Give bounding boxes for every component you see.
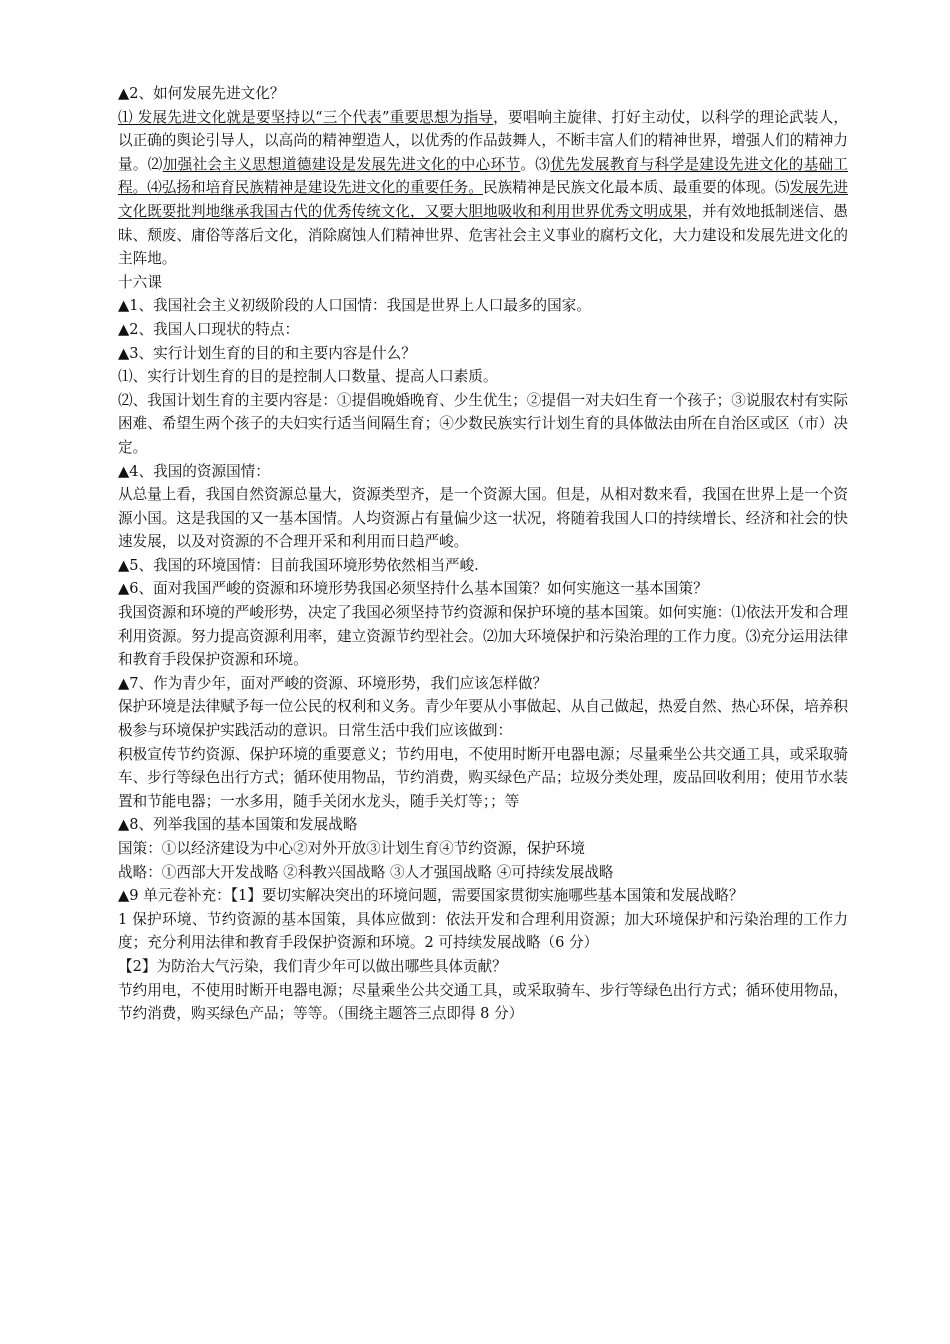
- answer-4: 从总量上看，我国自然资源总量大，资源类型齐，是一个资源大国。但是，从相对数来看，我国在世界上是一个资源小国。这是我国的又一基本国情。人均资源占有量偏少这一状况，将随着我国人口的持续增长、经济和社会的快速发展，以及对资源的不合理开采和利用而日趋严峻。: [118, 486, 848, 551]
- underlined-text: 发展先进文化既要批判地继承我国古代的优秀传统文化，又要大胆地吸收和利用世界优秀文明成果: [118, 179, 848, 220]
- question-9-2: 【2】为防治大气污染，我们青少年可以做出哪些具体贡献？: [118, 957, 507, 975]
- answer-8-1: 国策：①以经济建设为中心②对外开放③计划生育④节约资源，保护环境: [118, 840, 586, 857]
- question-4: ▲4、我国的资源国情：: [118, 462, 270, 480]
- question-7: ▲7、作为青少年，面对严峻的资源、环境形势，我们应该怎样做？: [118, 674, 548, 692]
- answer-7-2: 积极宣传节约资源、保护环境的重要意义；节约用电，不使用时断开电器电源；尽量乘坐公共交通工具，或采取骑车、步行等绿色出行方式；循环使用物品，节约消费，购买绿色产品；垃圾分类处理，废品回收利用；使用节水装置和节能电器；一水多用，随手关闭水龙头，随手关灯等；；等: [118, 745, 848, 810]
- underlined-text: 优先发展教育与科学是建设先进文化的基础工程。⑷弘扬和培育民族精神是建设先进文化的重要任务。: [118, 155, 848, 197]
- underlined-text: 加强社会主义思想道德建设是发展先进文化的中心环节: [162, 155, 521, 173]
- answer-9-1: 1 保护环境、节约资源的基本国策，具体应做到：依法开发和合理利用资源；加大环境保护和污染治理的工作力度；充分利用法律和教育手段保护资源和环境。2 可持续发展战略（6 分）: [118, 910, 848, 952]
- document-page: [118, 82, 848, 1026]
- text: 。⑶: [520, 155, 551, 173]
- question-1: ▲1、我国社会主义初级阶段的人口国情：我国是世界上人口最多的国家。: [118, 297, 591, 315]
- question-9: ▲9 单元卷补充：【1】要切实解决突出的环境问题，需要国家贯彻实施哪些基本国策和发展战略？: [118, 887, 744, 905]
- text: ，要唱响主旋律、打好主动仗，以科学的理论武装人，以正确的舆论引导人，以高尚的精神塑造人，以优秀的作品鼓舞人，不断丰富人们的精神世界，增强人们的精神力量。⑵: [118, 108, 848, 173]
- answer-8-2: 战略：①西部大开发战略 ②科教兴国战略 ③人才强国战略 ④可持续发展战略: [118, 863, 614, 881]
- answer-3-1: ⑴、实行计划生育的目的是控制人口数量、提高人口素质。: [118, 368, 498, 386]
- answer-6: 我国资源和环境的严峻形势，决定了我国必须坚持节约资源和保护环境的基本国策。如何实施：⑴依法开发和合理利用资源。努力提高资源利用率，建立资源节约型社会。⑵加大环境保护和污染治理的工作力度。⑶充分运用法律和教育手段保护资源和环境。: [118, 604, 848, 669]
- text: 民族精神是民族文化最本质、最重要的体现。⑸: [482, 179, 790, 197]
- section-heading: ▲2、如何发展先进文化？: [118, 85, 285, 102]
- answer-3-2: ⑵、我国计划生育的主要内容是：①提倡晚婚晚育、少生优生；②提倡一对夫妇生育一个孩子；③说服农村有实际困难、希望生两个孩子的夫妇实行适当间隔生育；④少数民族实行计划生育的具体做法由所在自治区或区（市）决定。: [118, 391, 848, 456]
- question-2: ▲2、我国人口现状的特点：: [118, 320, 300, 338]
- text: ，并有效地抵制迷信、愚昧、颓废、庸俗等落后文化，消除腐蚀人们精神世界、危害社会主义事业的腐朽文化，大力建设和发展先进文化的主阵地。: [118, 202, 848, 268]
- answer-9-2: 节约用电，不使用时断开电器电源；尽量乘坐公共交通工具，或采取骑车、步行等绿色出行方式；循环使用物品，节约消费，购买绿色产品；等等。（围绕主题答三点即得 8 分）: [118, 981, 848, 1023]
- underlined-text: ⑴ 发展先进文化就是要坚持以“三个代表”重要思想为指导: [118, 108, 494, 126]
- question-8: ▲8、列举我国的基本国策和发展战略: [118, 816, 358, 834]
- question-3: ▲3、实行计划生育的目的和主要内容是什么？: [118, 344, 416, 362]
- lesson-heading: 十六课: [118, 273, 162, 291]
- paragraph: [118, 106, 848, 271]
- question-6: ▲6、面对我国严峻的资源和环境形势我国必须坚持什么基本国策？如何实施这一基本国策？: [118, 580, 708, 598]
- question-5: ▲5、我国的环境国情：目前我国环境形势依然相当严峻.: [118, 556, 479, 574]
- answer-7-1: 保护环境是法律赋予每一位公民的权利和义务。青少年要从小事做起、从自己做起，热爱自然、热心环保，培养积极参与环境保护实践活动的意识。日常生活中我们应该做到：: [118, 698, 848, 740]
